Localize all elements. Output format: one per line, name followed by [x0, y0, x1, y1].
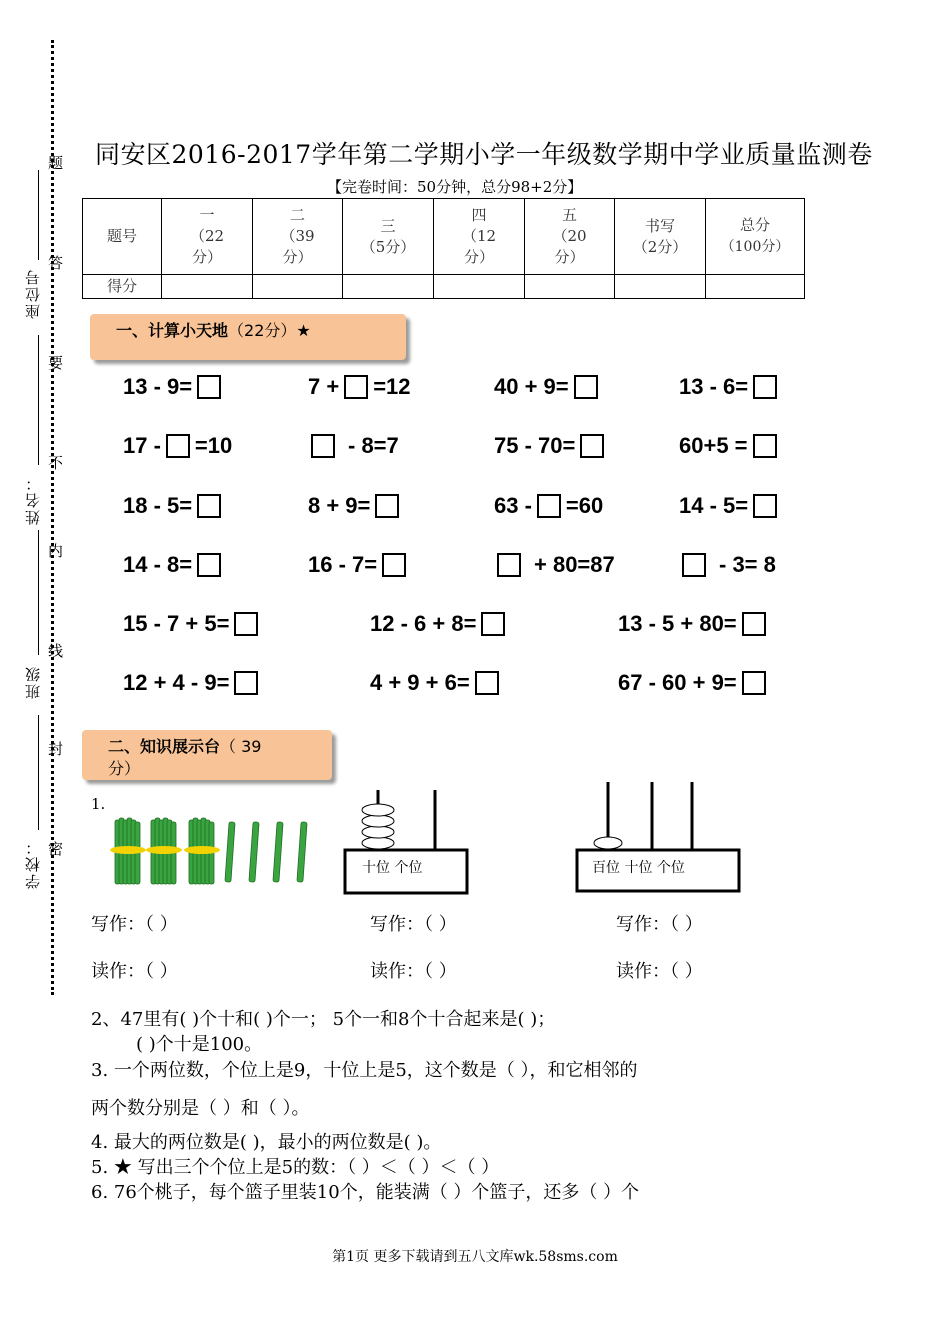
equation-7 — [494, 433, 607, 459]
read-answer-3[interactable]: 读作：（ ） — [616, 961, 703, 982]
name-label: 姓名： — [24, 474, 42, 525]
write-answer-3[interactable]: 写作：（ ） — [616, 914, 703, 935]
answer-box[interactable] — [537, 494, 561, 518]
answer-box[interactable] — [475, 671, 499, 695]
seat-number-label: 座位号 — [24, 268, 42, 319]
school-label: 学校： — [24, 838, 42, 889]
equation-text-before: 4 + 9 + 6= — [370, 670, 470, 695]
equation-text-before: 8 + 9= — [308, 493, 371, 518]
seal-char: 答 — [48, 254, 64, 272]
equation-text-before: 18 - 5= — [123, 493, 193, 518]
answer-box[interactable] — [382, 553, 406, 577]
equation-18 — [370, 611, 508, 637]
equation-13 — [123, 552, 224, 578]
column-head: 书写 （2分） — [615, 199, 706, 275]
equation-text-before: 16 - 7= — [308, 552, 378, 577]
score-cell[interactable] — [525, 275, 615, 299]
answer-box[interactable] — [234, 671, 258, 695]
equation-11 — [494, 493, 603, 519]
equation-5 — [123, 433, 232, 459]
question-3-line-2: 两个数分别是（ ）和（ ）。 — [91, 1098, 310, 1119]
equation-15 — [494, 552, 615, 578]
answer-box[interactable] — [580, 434, 604, 458]
answer-box[interactable] — [197, 494, 221, 518]
seat-blank — [38, 170, 39, 260]
stick-bundle-icon — [146, 818, 182, 884]
equation-8 — [679, 433, 780, 459]
answer-box[interactable] — [742, 671, 766, 695]
equation-text-after: - 3= 8 — [719, 552, 776, 577]
equation-9 — [123, 493, 224, 519]
sticks-picture — [105, 812, 320, 892]
equation-text-after: =60 — [565, 493, 604, 518]
page-title: 同安区2016-2017学年第二学期小学一年级数学期中学业质量监测卷 — [95, 140, 873, 169]
equation-10 — [308, 493, 402, 519]
equation-text-after: - 8=7 — [348, 433, 399, 458]
column-head: 总分 （100分） — [706, 199, 805, 275]
answer-box[interactable] — [481, 612, 505, 636]
equation-19 — [618, 611, 769, 637]
score-cell[interactable] — [706, 275, 805, 299]
single-sticks-icon — [225, 822, 307, 882]
equation-text-before: 13 - 6= — [679, 374, 749, 399]
answer-box[interactable] — [497, 553, 521, 577]
equation-text-after: =10 — [194, 433, 233, 458]
equation-text-before: 14 - 8= — [123, 552, 193, 577]
column-head: 一 （22分） — [162, 199, 253, 275]
write-answer-1[interactable]: 写作：（ ） — [91, 914, 178, 935]
equation-text-before: 75 - 70= — [494, 433, 576, 458]
answer-box[interactable] — [344, 375, 368, 399]
school-blank — [38, 715, 39, 830]
answer-box[interactable] — [197, 553, 221, 577]
section-2-heading: 二、知识展示台（ 39 分） — [82, 730, 332, 780]
seal-char: 不 — [48, 454, 64, 472]
page-footer: 第1页 更多下载请到五八文库wk.58sms.com — [332, 1249, 618, 1265]
equation-3 — [494, 374, 601, 400]
question-2-line-2: ( )个十是100。 — [136, 1034, 263, 1055]
abacus-two-digit — [340, 780, 475, 898]
equation-20 — [123, 670, 261, 696]
seal-char: 线 — [48, 642, 64, 660]
seal-char: 要 — [48, 354, 64, 372]
column-head: 三 （5分） — [343, 199, 434, 275]
equation-text-before: 7 + — [308, 374, 340, 399]
equation-14 — [308, 552, 409, 578]
score-cell[interactable] — [434, 275, 525, 299]
score-cell[interactable] — [253, 275, 343, 299]
abacus-three-digit-label: 百位 十位 个位 — [592, 860, 685, 876]
equation-text-before: 40 + 9= — [494, 374, 569, 399]
equation-21 — [370, 670, 502, 696]
seal-char: 密 — [48, 840, 64, 858]
answer-box[interactable] — [197, 375, 221, 399]
answer-box[interactable] — [311, 434, 335, 458]
class-label: 班级 — [24, 665, 42, 699]
stick-bundle-icon — [184, 818, 220, 884]
equation-text-before: 15 - 7 + 5= — [123, 611, 230, 636]
equation-text-before: 60+5 = — [679, 433, 748, 458]
answer-box[interactable] — [753, 494, 777, 518]
equation-17 — [123, 611, 261, 637]
score-label: 得分 — [83, 275, 162, 299]
score-cell[interactable] — [615, 275, 706, 299]
read-answer-2[interactable]: 读作：（ ） — [370, 961, 457, 982]
equation-1 — [123, 374, 224, 400]
column-head: 二 （39分） — [253, 199, 343, 275]
equation-text-before: 67 - 60 + 9= — [618, 670, 737, 695]
equation-text-before: 12 + 4 - 9= — [123, 670, 230, 695]
seal-char: 封 — [48, 740, 64, 758]
equation-16 — [679, 552, 776, 578]
equation-text-before: 17 - — [123, 433, 161, 458]
read-answer-1[interactable]: 读作：（ ） — [91, 961, 178, 982]
question-4: 4. 最大的两位数是( )，最小的两位数是( )。 — [91, 1132, 442, 1153]
abacus-three-digit — [572, 780, 744, 898]
score-cell[interactable] — [162, 275, 253, 299]
row-head: 题号 — [83, 199, 162, 275]
abacus-two-digit-label: 十位 个位 — [362, 860, 423, 876]
question-2-line-1: 2、47里有( )个十和( )个一； 5个一和8个十合起来是( )； — [91, 1009, 556, 1030]
answer-box[interactable] — [682, 553, 706, 577]
answer-box[interactable] — [166, 434, 190, 458]
score-table — [82, 198, 805, 299]
answer-box[interactable] — [574, 375, 598, 399]
answer-box[interactable] — [234, 612, 258, 636]
equation-text-before: 63 - — [494, 493, 532, 518]
equation-text-after: + 80=87 — [534, 552, 615, 577]
column-head: 五 （20分） — [525, 199, 615, 275]
question-5: 5. ★ 写出三个个位上是5的数：（ ）＜（ ）＜（ ） — [91, 1157, 500, 1178]
question-6: 6. 76个桃子，每个篮子里装10个，能装满（ ）个篮子，还多（ ）个 — [91, 1182, 640, 1203]
stick-bundle-icon — [110, 818, 146, 884]
seal-char: 题 — [48, 154, 64, 172]
equation-text-before: 14 - 5= — [679, 493, 749, 518]
equation-text-before: 12 - 6 + 8= — [370, 611, 477, 636]
class-blank — [38, 530, 39, 655]
answer-box[interactable] — [742, 612, 766, 636]
equation-4 — [679, 374, 780, 400]
answer-box[interactable] — [753, 375, 777, 399]
equation-12 — [679, 493, 780, 519]
exam-info: 【完卷时间：50分钟，总分98+2分】 — [327, 178, 583, 196]
name-blank — [38, 335, 39, 465]
seal-char: 内 — [48, 542, 64, 560]
column-head: 四 （12分） — [434, 199, 525, 275]
answer-box[interactable] — [375, 494, 399, 518]
q1-number: 1. — [91, 795, 106, 813]
answer-box[interactable] — [753, 434, 777, 458]
equation-22 — [618, 670, 769, 696]
section-1-heading: 一、计算小天地（22分）★ — [90, 314, 406, 360]
equation-text-before: 13 - 9= — [123, 374, 193, 399]
equation-text-before: 13 - 5 + 80= — [618, 611, 737, 636]
score-cell[interactable] — [343, 275, 434, 299]
equation-text-after: =12 — [373, 374, 411, 399]
write-answer-2[interactable]: 写作：（ ） — [370, 914, 457, 935]
equation-6 — [308, 433, 399, 459]
equation-2 — [308, 374, 411, 400]
question-3-line-1: 3. 一个两位数，个位上是9，十位上是5，这个数是（ ），和它相邻的 — [91, 1060, 638, 1081]
